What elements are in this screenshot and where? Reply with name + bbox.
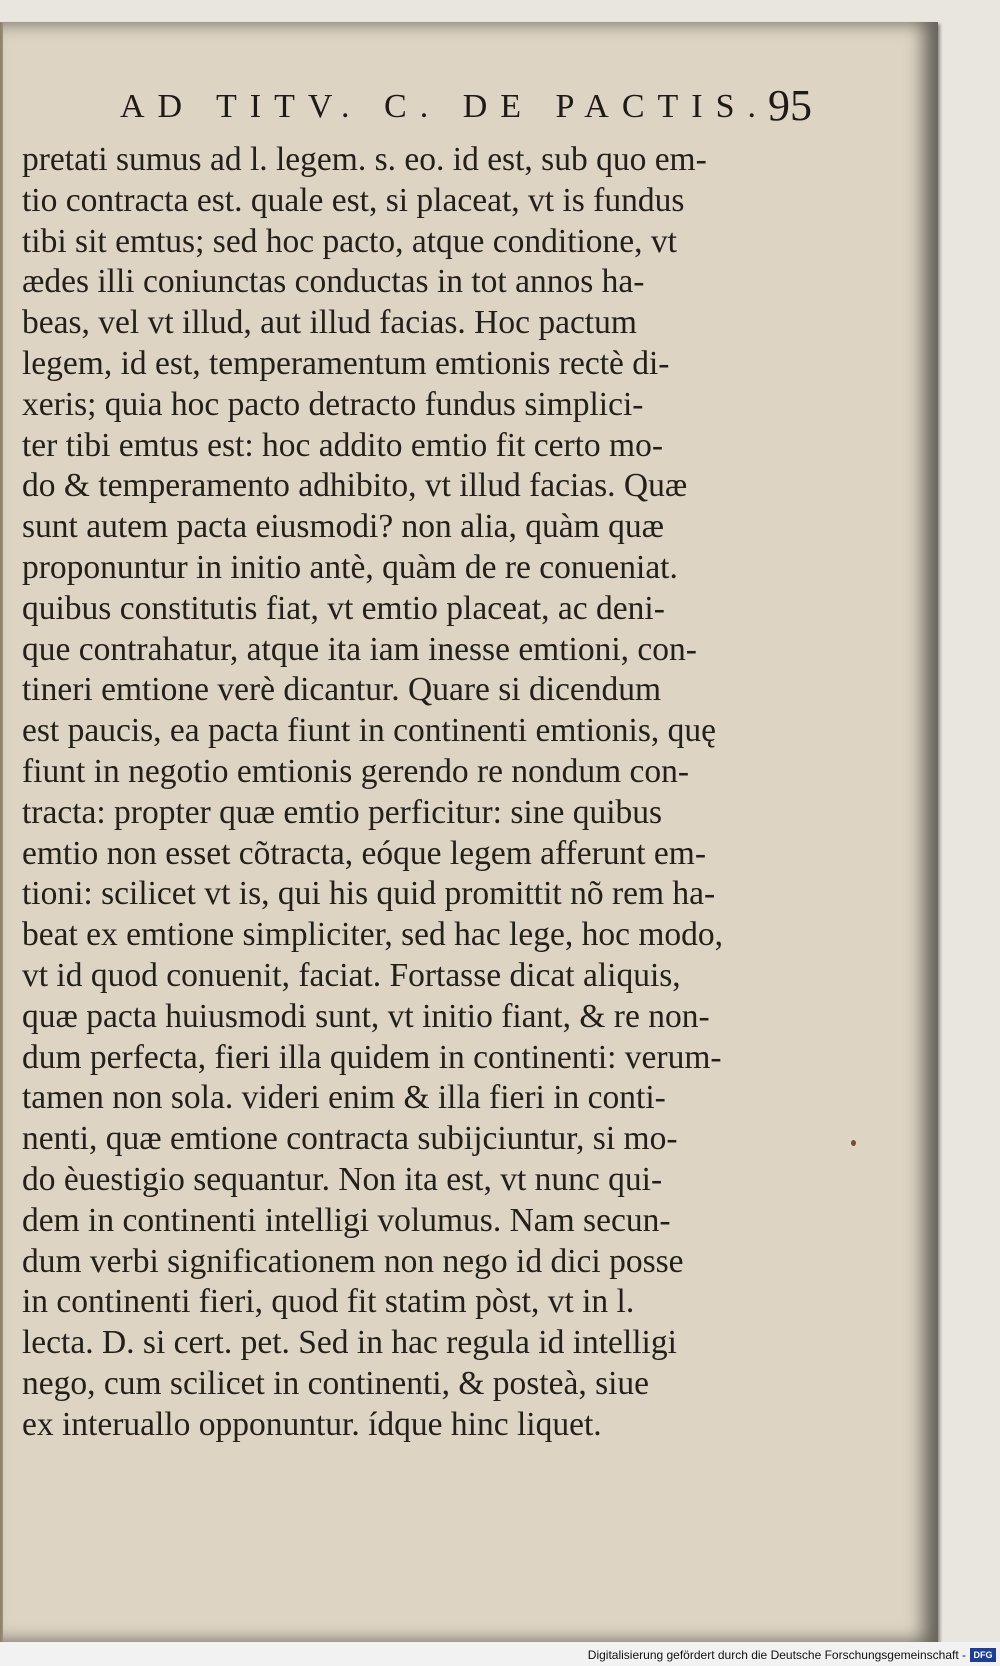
body-text (22, 140, 787, 1446)
text-line: dum verbi significationem non nego id dici posse (22, 1242, 684, 1280)
text-line: fiunt in negotio emtionis gerendo re nondum con- (22, 752, 690, 790)
text-line: do & temperamento adhibito, vt illud facias. Quæ (22, 467, 688, 505)
text-line: est paucis, ea pacta fiunt in continenti emtionis, quę (22, 712, 716, 750)
text-line: pretati sumus ad l. legem. s. eo. id est, sub quo em- (22, 141, 707, 178)
text-line: que contrahatur, atque ita iam inesse emtioni, con- (22, 630, 697, 668)
text-line: quibus constitutis fiat, vt emtio placeat, ac deni- (22, 589, 665, 627)
text-line: dum perfecta, fieri illa quidem in continenti: verum- (22, 1038, 722, 1076)
text-line: proponuntur in initio antè, quàm de re conueniat. (22, 548, 678, 586)
text-line: vt id quod conuenit, faciat. Fortasse dicat aliquis, (22, 956, 681, 994)
running-title: AD TITV. C. DE PACTIS. (120, 88, 770, 125)
text-line: beat ex emtione simpliciter, sed hac lege, hoc modo, (22, 916, 723, 954)
text-line: ter tibi emtus est: hoc addito emtio fit certo mo- (22, 426, 663, 464)
text-line: emtio non esset cõtracta, eóque legem afferunt em- (22, 834, 706, 872)
text-line: tio contracta est. quale est, si placeat, vt is fundus (22, 181, 685, 219)
text-line: nenti, quæ emtione contracta subijciuntur, si mo- (22, 1120, 678, 1158)
text-line: in continenti fieri, quod fit statim pòst, vt in l. (22, 1283, 635, 1321)
text-line: sunt autem pacta eiusmodi? non alia, quàm quæ (22, 508, 664, 546)
text-line: tracta: propter quæ emtio perficitur: sine quibus (22, 793, 663, 831)
text-line: dem in continenti intelligi volumus. Nam secun- (22, 1201, 671, 1239)
text-line: lecta. D. si cert. pet. Sed in hac regula id intelligi (22, 1324, 677, 1362)
digitization-credit: Digitalisierung gefördert durch die Deutsche Forschungsgemeinschaft - (587, 1648, 966, 1662)
ink-spot (851, 1140, 856, 1146)
text-line: legem, id est, temperamentum emtionis rectè di- (22, 344, 670, 382)
text-line: do èuestigio sequantur. Non ita est, vt nunc qui- (22, 1160, 663, 1198)
text-line: ædes illi coniunctas conductas in tot annos ha- (22, 263, 645, 301)
dfg-logo: DFG (970, 1648, 996, 1662)
text-line: nego, cum scilicet in continenti, & posteà, siue (22, 1364, 650, 1402)
text-line: ex interuallo opponuntur. ídque hinc liquet. (22, 1405, 602, 1443)
text-line: tibi sit emtus; sed hoc pacto, atque conditione, vt (22, 222, 677, 260)
text-line: tioni: scilicet vt is, qui his quid promittit nõ rem ha- (22, 875, 716, 913)
text-line: quæ pacta huiusmodi sunt, vt initio fiant, & re non- (22, 997, 710, 1035)
text-line: xeris; quia hoc pacto detracto fundus simplici- (22, 385, 644, 423)
text-line: tineri emtione verè dicantur. Quare si dicendum (22, 671, 662, 709)
page-number: 95 (768, 81, 812, 130)
text-line: tamen non sola. videri enim & illa fieri in conti- (22, 1079, 666, 1117)
text-line: beas, vel vt illud, aut illud facias. Hoc pactum (22, 304, 637, 342)
